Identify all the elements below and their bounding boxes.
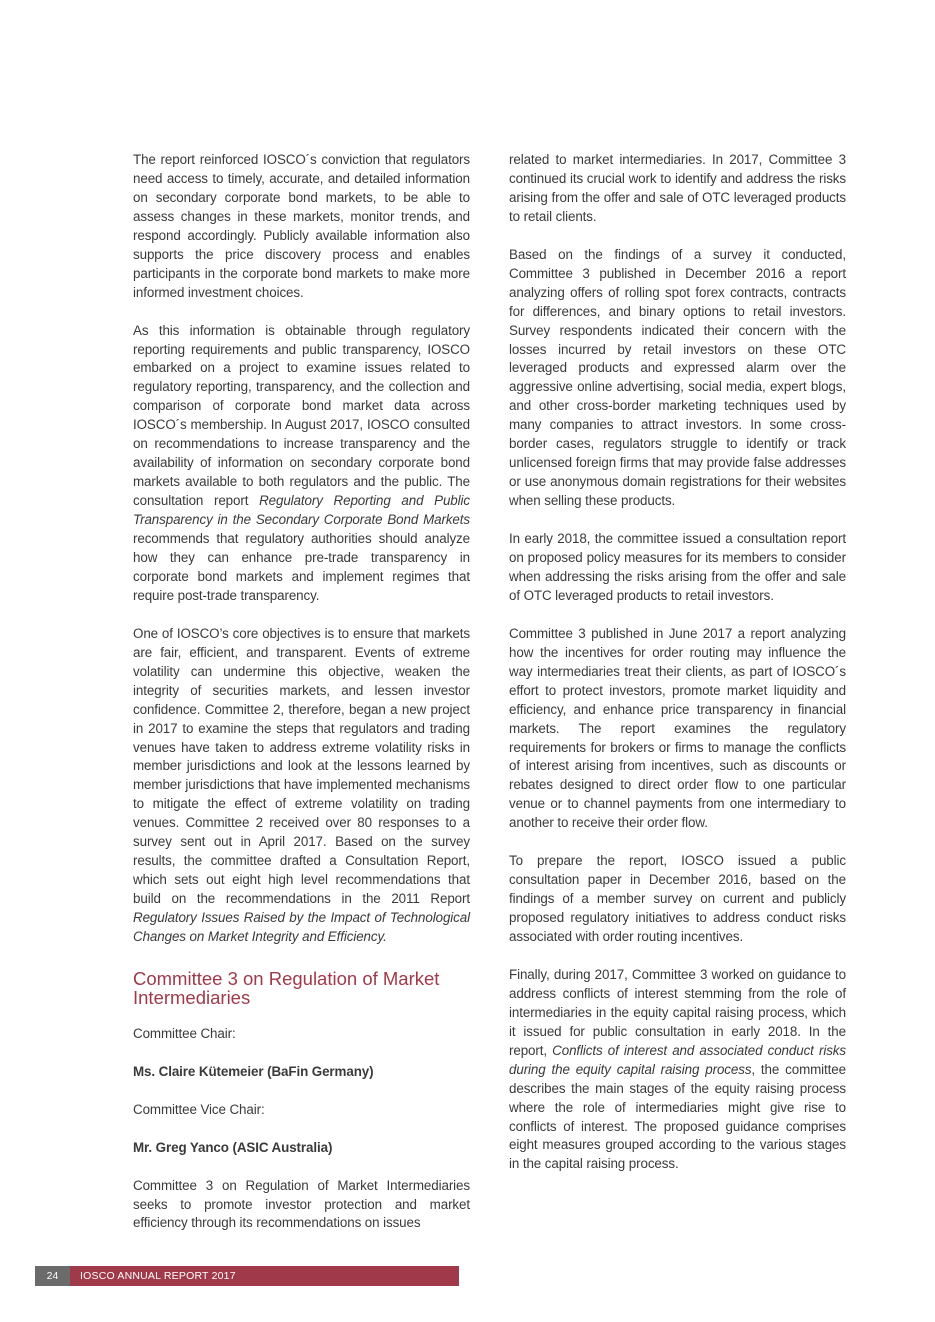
paragraph: In early 2018, the committee issued a consultation report on proposed policy measures for its members to consider when addressing the risks arising from the offer and sale of OTC leveraged products to retail investors. bbox=[509, 531, 846, 603]
paragraph bbox=[133, 322, 470, 606]
vice-chair-name: Mr. Greg Yanco (ASIC Australia) bbox=[133, 1139, 333, 1155]
text-run: As this information is obtainable through regulatory reporting requirements and public transparency, IOSCO embarked on a project to examine issues related to regulatory reporting, transparency, and the collection and comparison of corporate bond market data across IOSCO´s membership. In August 2017, IOSCO consulted on recommendations to increase transparency and the availability of information on secondary corporate bond markets available to both regulators and the public. The consultation report bbox=[133, 322, 470, 509]
report-title-italic: Conflicts of interest and associated conduct risks during the equity capital raising process bbox=[509, 1042, 846, 1077]
paragraph: To prepare the report, IOSCO issued a public consultation paper in December 2016, based on the findings of a member survey on current and publicly proposed regulatory initiatives to address conduct risks associated with order routing incentives. bbox=[509, 853, 846, 945]
section-heading: Committee 3 on Regulation of Market Intermediaries bbox=[133, 968, 440, 1008]
chair-label: Committee Chair: bbox=[133, 1026, 236, 1041]
paragraph bbox=[509, 966, 846, 1174]
report-title-italic: Regulatory Reporting and Public Transparency in the Secondary Corporate Bond Markets bbox=[133, 493, 470, 528]
paragraph: Based on the findings of a survey it conducted, Committee 3 published in December 2016 a report analyzing offers of rolling spot forex contracts, contracts for differences, and binary options to retail investors. Survey respondents indicated their concern with the losses incurred by retail investors on these OTC leveraged products and expressed alarm over the aggressive online advertising, social media, expert blogs, and other cross-border marketing techniques used by many companies to attract investors. In some cross-border cases, regulators struggle to identify or track unlicensed foreign firms that may provide false addresses or use anonymous domain registrations for their websites when selling these products. bbox=[509, 246, 846, 509]
paragraph: related to market intermediaries. In 2017, Committee 3 continued its crucial work to identify and address the risks arising from the offer and sale of OTC leveraged products to retail clients. bbox=[509, 152, 846, 224]
right-column bbox=[509, 151, 846, 1193]
text-run: One of IOSCO’s core objectives is to ensure that markets are fair, efficient, and transparent. Events of extreme volatility can undermine this objective, weaken the integrity of securities markets, and lessen investor confidence. Committee 2, therefore, began a new project in 2017 to examine the steps that regulators and trading venues have taken to address extreme volatility risks in member jurisdictions and look at the lessons learned by member jurisdictions that have implemented mechanisms to mitigate the effect of extreme volatility on trading venues. Committee 2 received over 80 responses to a survey sent out in April 2017. Based on the survey results, the committee drafted a Consultation Report, which sets out eight high level recommendations that build on the recommendations in the 2011 Report bbox=[133, 625, 470, 907]
footer-report-title: IOSCO ANNUAL REPORT 2017 bbox=[80, 1270, 236, 1282]
page-footer bbox=[35, 1266, 459, 1286]
vice-chair-label: Committee Vice Chair: bbox=[133, 1101, 265, 1117]
paragraph: The report reinforced IOSCO´s conviction that regulators need access to timely, accurate, and detailed information on secondary corporate bond markets, to be able to assess changes in these markets, monitor trends, and respond accordingly. Publicly available information also supports the price discovery process and enables participants in the corporate bond markets to make more informed investment choices. bbox=[133, 152, 470, 300]
committee-officers bbox=[133, 1025, 470, 1158]
page-number: 24 bbox=[35, 1266, 70, 1286]
left-column bbox=[133, 151, 470, 1252]
text-run: , the committee describes the main stages of the equity raising process where the role of intermediaries might give rise to conflicts of interest. The proposed guidance comprises eight measures grouped according to the various stages in the capital raising process. bbox=[509, 1061, 846, 1172]
text-run: recommends that regulatory authorities should analyze how they can enhance pre-trade transparency in corporate bond markets and implement regimes that require post-trade transparency. bbox=[133, 531, 470, 603]
report-title-italic: Regulatory Issues Raised by the Impact of Technological Changes on Market Integrity and Efficiency. bbox=[133, 910, 470, 945]
paragraph bbox=[133, 625, 470, 947]
paragraph: Committee 3 on Regulation of Market Intermediaries seeks to promote investor protection and market efficiency through its recommendations on issues bbox=[133, 1177, 470, 1231]
text-run: Finally, during 2017, Committee 3 worked on guidance to address conflicts of interest stemming from the role of intermediaries in the equity capital raising process, which it issued for public consultation in early 2018. In the report, bbox=[509, 966, 846, 1058]
chair-name: Ms. Claire Kütemeier (BaFin Germany) bbox=[133, 1063, 374, 1079]
paragraph: Committee 3 published in June 2017 a report analyzing how the incentives for order routing may influence the way intermediaries treat their clients, as part of IOSCO´s effort to protect investors, promote market liquidity and efficiency, and enhance price transparency in financial markets. The report examines the regulatory requirements for brokers or firms to manage the conflicts of interest arising from incentives, such as discounts or rebates designed to direct order flow to one particular venue or to channel payments from one intermediary to another to receive their order flow. bbox=[509, 625, 846, 831]
